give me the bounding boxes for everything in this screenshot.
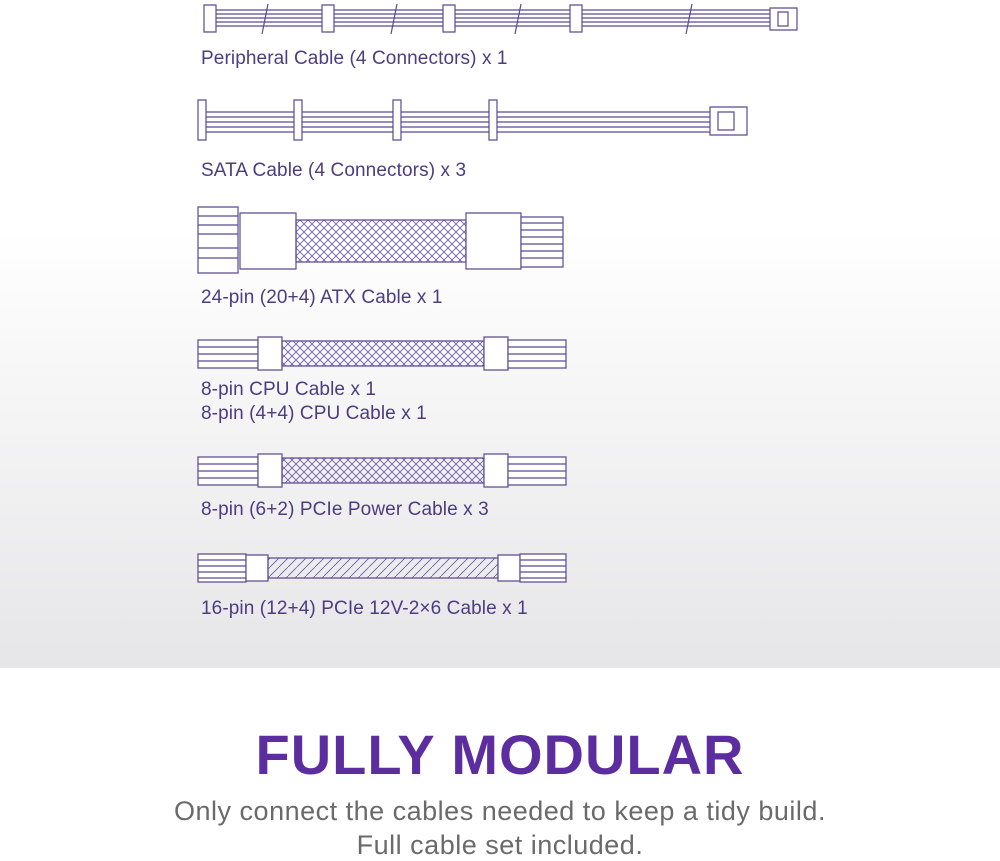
peripheral-cable-drawing — [204, 4, 797, 34]
cpu-cable-label: 8-pin CPU Cable x 1 — [201, 379, 377, 400]
cpu-8pin-cable-drawing — [198, 337, 566, 370]
subtitle-line-1: Only connect the cables needed to keep a tidy build. — [174, 796, 826, 826]
pcie-8pin-cable-drawing — [198, 454, 566, 487]
peripheral-cable-label: Peripheral Cable (4 Connectors) x 1 — [201, 48, 508, 69]
sata-cable-drawing — [198, 100, 747, 140]
atx-24pin-cable-drawing — [198, 207, 563, 273]
cpu-44-cable-label: 8-pin (4+4) CPU Cable x 1 — [201, 403, 427, 424]
subtitle-line-2: Full cable set included. — [356, 830, 644, 860]
pcie-16pin-cable-drawing — [198, 554, 566, 582]
atx-cable-label: 24-pin (20+4) ATX Cable x 1 — [201, 287, 443, 308]
pcie-cable-label: 8-pin (6+2) PCIe Power Cable x 3 — [201, 499, 489, 520]
heading: FULLY MODULAR — [255, 723, 745, 786]
sata-cable-label: SATA Cable (4 Connectors) x 3 — [201, 160, 467, 181]
pcie-16pin-cable-label: 16-pin (12+4) PCIe 12V-2×6 Cable x 1 — [201, 598, 528, 619]
